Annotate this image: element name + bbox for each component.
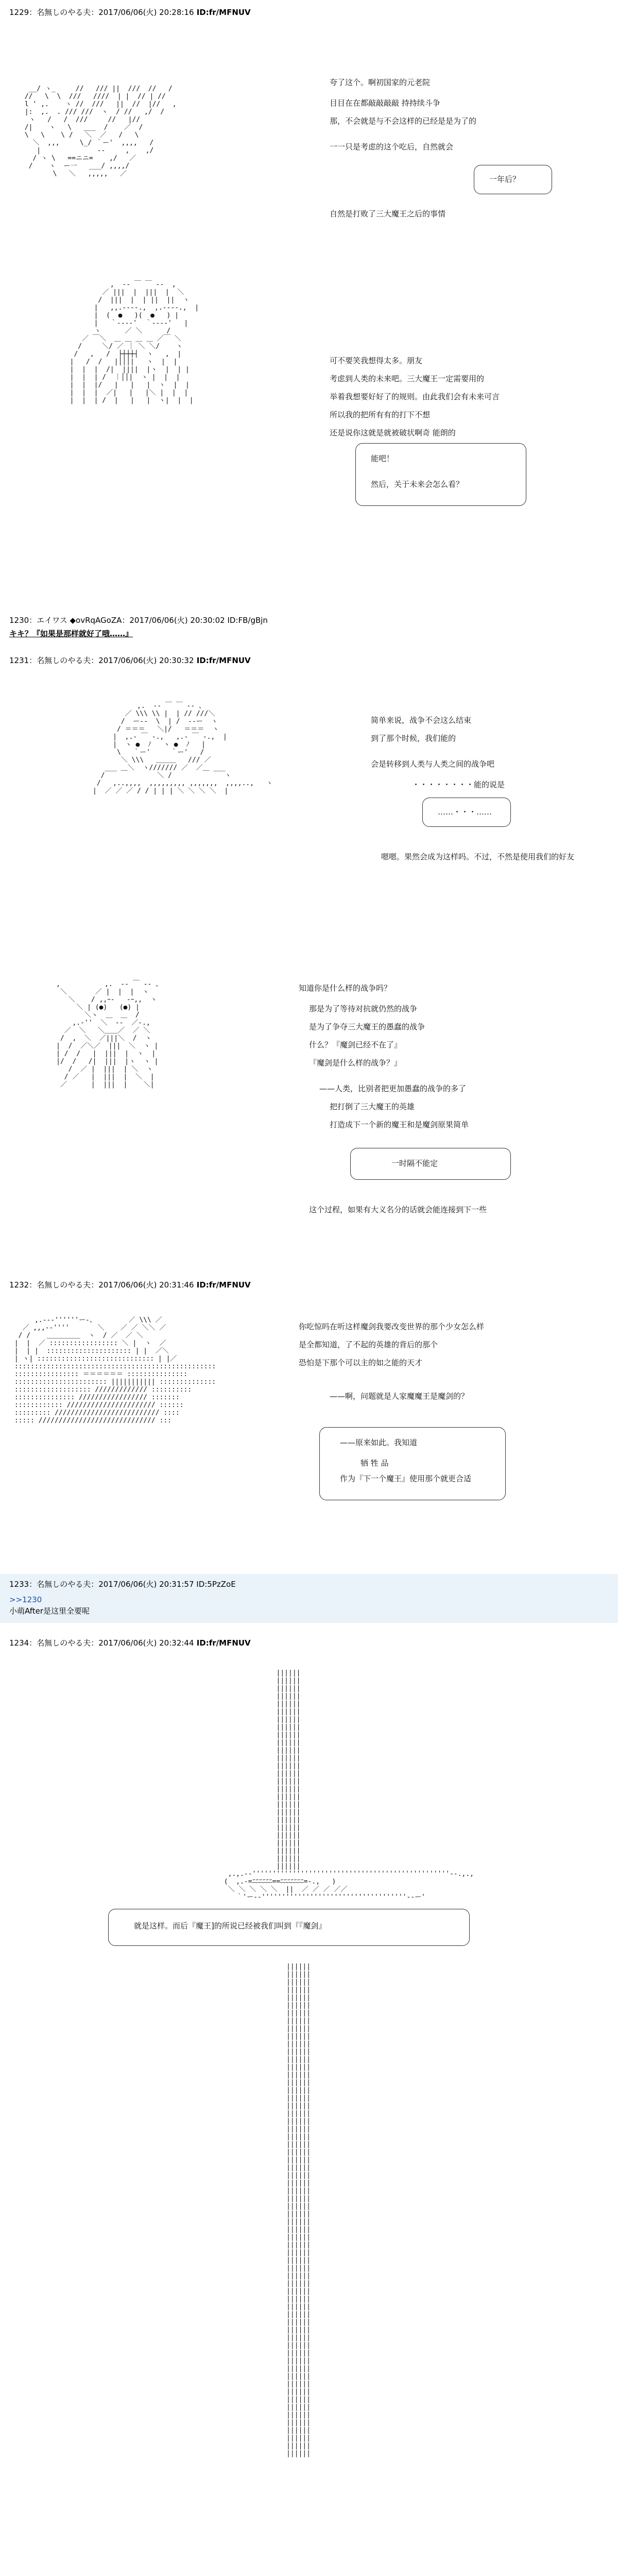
post-header — [9, 1579, 236, 1589]
dialog-line: 『魔剑是什么样的战争？』 — [309, 1058, 402, 1067]
post-header — [9, 1280, 251, 1290]
post-body: キキ？『如果是那样就好了哦……』 — [9, 629, 133, 638]
poster-name: ：名無しのやる夫 — [29, 656, 91, 665]
ascii-art-figure: ,. -‐ ￣ ￣ ‐- 、 ／ \\\ \\ | | // ///＼ / ー‐- \ | / -‐ー ヽ / ＝＝＝ ＼|/ ＝＝＝ ヽ | ,.‐ ￣ ‐., ,.‐ ￣ ‐., | | ヽ ● ﾉ ヽ ● ﾉ | \ ｀ー' ｀ー' / ＼ \\\ ＿＿＿ /// ／ ___ ＿＼ ヽ/////// ／ ／＿ ___ / ＼ / ヽ / ,..,,,, ,,,,,,,,, ,,,,,,, ,,,,.., ヽ | ／ ／ ／ / / | | | ＼ ＼ ＼ ＼ | — [93, 702, 273, 795]
ascii-art-sword: |||||| |||||| |||||| |||||| |||||| |||||| |||||| |||||| |||||| |||||| |||||| |||||| |||||| |||||| |||||| |||||| |||||| |||||| |||||| |||||| |||||| |||||| |||||| |||||| |||||| |||||| ,.,.-‐'''''''''''''''''''''''''''''''''''''''''''''''''‐-.,., ( ,.-=ﾆﾆﾆﾆﾆﾆ==ﾆﾆﾆﾆﾆﾆﾆ=-., ) ＼ ＼ ＼ ＼ ＼ || ／ ／ ／ ／／ ｀'ー‐-''''''''''''''''''''''''''''''''''''‐-ー' — [224, 1669, 474, 1901]
post-date: ：2017/06/06(火) 20:31:46 — [91, 1280, 194, 1290]
bubble-text: 一时隔不能定 — [391, 1159, 438, 1168]
ascii-art-face: __/ ヽ_ // /// || /// // / // \ \ /// //// | | // | // l ' ,. ヽ // /// || // |// , |: ,. . /// /// ヽ / // ,/ / ヽ / / /// // |// /| ヽ \ ___ / ／ / \ \ \ / ＼ ／ / \ ＼ ,,, \_/ ｀ー' ,,,, / | -‐ , ,/ / ヽ \ ==ニニ= ,/ ／ / ヽ ー一 ___/ ,,,,/ \ ＼ ,,,,, ／ — [24, 85, 177, 178]
poster-id[interactable]: ID:FB/gBjn — [225, 616, 268, 625]
post-date: ：2017/06/06(火) 20:30:32 — [91, 656, 194, 665]
ascii-art-sword-blade: |||||| |||||| |||||| |||||| |||||| |||||| |||||| |||||| |||||| |||||| |||||| |||||| |||||| |||||| |||||| |||||| |||||| |||||| |||||| |||||| |||||| |||||| |||||| |||||| |||||| |||||| |||||| |||||| |||||| |||||| |||||| |||||| |||||| |||||| |||||| |||||| |||||| |||||| |||||| |||||| |||||| |||||| |||||| |||||| |||||| |||||| |||||| |||||| |||||| |||||| |||||| |||||| |||||| |||||| |||||| |||||| |||||| |||||| |||||| |||||| |||||| |||||| |||||| |||||| — [286, 1963, 311, 2458]
dialog-line: 把打倒了三大魔王的英雄 — [330, 1102, 415, 1111]
post-header — [9, 7, 251, 18]
dialog-line: 目目在在都敲敲敲敲 持持续斗争 — [330, 98, 440, 108]
post-header — [9, 655, 251, 666]
poster-name: ：エイワス ◆ovRqAGoZA — [29, 616, 122, 625]
dialog-line: 自然是打败了三大魔王之后的事情 — [330, 209, 446, 218]
dialog-line: ——啊，问题就是人家魔魔王是魔剑的？ — [330, 1392, 469, 1401]
post-1233 — [0, 1574, 618, 1623]
dialog-line: 会是转移到人类与人类之间的战争吧 — [371, 759, 495, 769]
dialog-line: 是为了争夺三大魔王的愚蠢的战争 — [309, 1022, 425, 1031]
dialog-line: 考虑到人类的未来吧。三大魔王一定需要用的 — [330, 374, 485, 383]
speech-bubble — [355, 443, 526, 506]
ascii-art-figure: , -‐ ￣ ￣ ‐- , ／ ||| | ||| | ＼ / ||| | | || || ヽ | ,,.‐--‐., ,.‐--‐., | | ( ● )( ● ) | | ｀‐--‐' ｀‐--‐' | ヽ ／ ＼ / ／ ￣＼ ＿ ＿ ＿ ＿ ／￣ ＼ / ＼/ ／ ｜ ＼ ＼/ ヽ / , / ├┼┼┼┤ ヽ , | | / / |│││| ヽ | | | | | /| |||| |ヽ | | | | | | / ｜││| ヽ | | | | | |/ | | | ヽ | | | | | ／| | |＼ | | | | | | / | | | ヽ| | | — [70, 281, 199, 404]
dialog-line: 打造成下一个新的魔王和是魔剑原果简单 — [330, 1120, 469, 1129]
dialog-line: 可不要笑我想得太多。朋友 — [330, 356, 423, 365]
post-header — [9, 615, 268, 625]
post-1232 — [0, 1278, 618, 1571]
poster-id[interactable]: ID:fr/MFNUV — [194, 1638, 251, 1648]
bubble-text: 作为『下一个魔王』使用那个就更合适 — [340, 1474, 472, 1483]
post-number[interactable]: 1234 — [9, 1638, 29, 1648]
post-date: ：2017/06/06(火) 20:31:57 — [91, 1580, 194, 1589]
bubble-text: 牺 牲 品 — [360, 1459, 389, 1468]
bubble-text: 然后，关于未来会怎么看？ — [371, 480, 464, 489]
post-number[interactable]: 1233 — [9, 1580, 29, 1589]
dialog-line: 你吃惊吗在听这样魔剑我要改变世界的那个少女怎么样 — [299, 1322, 485, 1331]
post-number[interactable]: 1232 — [9, 1280, 29, 1290]
poster-id[interactable]: ID:5PzZoE — [194, 1580, 236, 1589]
post-number[interactable]: 1230 — [9, 616, 29, 625]
dialog-line: 恐怕是下那个可以主的如之能的天才 — [299, 1358, 423, 1367]
bubble-text: 就是这样。而后『魔王]的所说已经被我们叫到『『魔剑』 — [134, 1921, 327, 1930]
dialog-line: 所以我的把所有有的打下不想 — [330, 410, 431, 419]
poster-name: ：名無しのやる夫 — [29, 1638, 91, 1648]
dialog-line: ——人类，比别者把更加愚蠢的战争的多了 — [319, 1084, 467, 1093]
post-1229 — [0, 0, 618, 520]
post-date: ：2017/06/06(火) 20:32:44 — [91, 1638, 194, 1648]
poster-id[interactable]: ID:fr/MFNUV — [194, 1280, 251, 1290]
post-1234 — [0, 1636, 618, 2458]
post-number[interactable]: 1231 — [9, 656, 29, 665]
post-date: ：2017/06/06(火) 20:30:02 — [122, 616, 225, 625]
post-header — [9, 1638, 251, 1648]
poster-name: ：名無しのやる夫 — [29, 8, 91, 17]
dialog-line: 是全都知道，了不起的英雄的背后的那个 — [299, 1340, 438, 1349]
dialog-line: 那是为了等待对抗就仍然的战争 — [309, 1004, 418, 1013]
dialog-line: 什么？『魔剑已经不在了』 — [309, 1040, 402, 1049]
dialog-line: 嗯嗯。果然会成为这样吗。不过，不然是使用我们的好友 — [381, 852, 575, 861]
reply-anchor-link[interactable]: >>1230 — [9, 1595, 42, 1604]
post-date: ：2017/06/06(火) 20:28:16 — [91, 8, 194, 17]
bubble-text: ……・・・…… — [438, 807, 492, 817]
ascii-art-figure: ,.---''''''ー-、 ／ \\\ ／ ／ ,,,-‐'''' ＼ ／ ／ ＼＼ ／ / / ＿＿＿＿＿ ヽ / ／ ／ ＼ | | ／ ::::::::::::::::: ＼ | ヽ ／ | | | ::::::::::::::::::::: | | ／＼ | ヽ| ::::::::::::::::::::::::::::: | |／ :::::::::::::::::::::::::::::::::::::::::::::::::: :::::::::::::::: ＝＝＝＝＝＝ ::::::::::::::: ::::::::::::::::::::::: ||||||||||| :::::::::::::: ::::::::::::::::::: ///////////// :::::::::: ::::::::::::::: ///////////////// ::::::: :::::::::::: ////////////////////// :::::: ::::::::: ////////////////////////// :::: ::::: ///////////////////////////// ::: — [14, 1316, 216, 1425]
ascii-art-figure-2: , ,. -‐ ￣ ‐- 、 ＼ ／ | | | ヽ ＼ / ,,ｰ‐ ‐ｰ,, ヽ ＼ | (●) (●) | ＼ヽ ＿ ＿ / ,.‐'' ＼ ‐‐ ／‐., ／ ＼ ＼＿＿／ ／ ＼ / , ＼ ／|||＼ / ヽ | / ／＼／ ||| ＼ ヽ | | / / | ||| | ヽ | |/ / /| ||| |ヽ ヽ | / ／ | ||| | ＼ ヽ / ／ | ||| | ＼ | ／ | ||| | ＼| — [56, 980, 163, 1089]
bubble-text: ——原来如此。我知道 — [340, 1438, 418, 1447]
dialog-line: 举着我想要好好了的规则。由此我们会有未来可言 — [330, 392, 500, 401]
post-number[interactable]: 1229 — [9, 8, 29, 17]
post-1230 — [0, 613, 618, 644]
dialog-line: 到了那个时候，我们能的 — [371, 734, 456, 743]
dialog-line: 一一只是考虑的这个吃后，自然就会 — [330, 142, 454, 151]
bubble-text: 能吧！ — [371, 454, 394, 463]
poster-id[interactable]: ID:fr/MFNUV — [194, 8, 251, 17]
dialog-line: 知道你是什么样的战争吗？ — [299, 984, 392, 993]
dialog-line: 简单来说，战争不会这么结束 — [371, 716, 472, 725]
dialog-line: ・・・・・・・・能的说是 — [412, 780, 505, 789]
dialog-line: 夸了这个。啊初国家的元老院 — [330, 78, 431, 87]
poster-name: ：名無しのやる夫 — [29, 1280, 91, 1290]
poster-name: ：名無しのやる夫 — [29, 1580, 91, 1589]
dialog-line: 还是说你这就是就被破状啊奇 能朗的 — [330, 428, 456, 437]
dialog-line: 这个过程，如果有大义名分的话就会能连接到下一些 — [309, 1205, 487, 1214]
poster-id[interactable]: ID:fr/MFNUV — [194, 656, 251, 665]
bubble-text: 一年后？ — [489, 175, 521, 184]
post-body: 小萌After是这里全要呢 — [9, 1606, 90, 1616]
dialog-line: 那，不会就是与不会这样的已经是是为了的 — [330, 116, 477, 126]
